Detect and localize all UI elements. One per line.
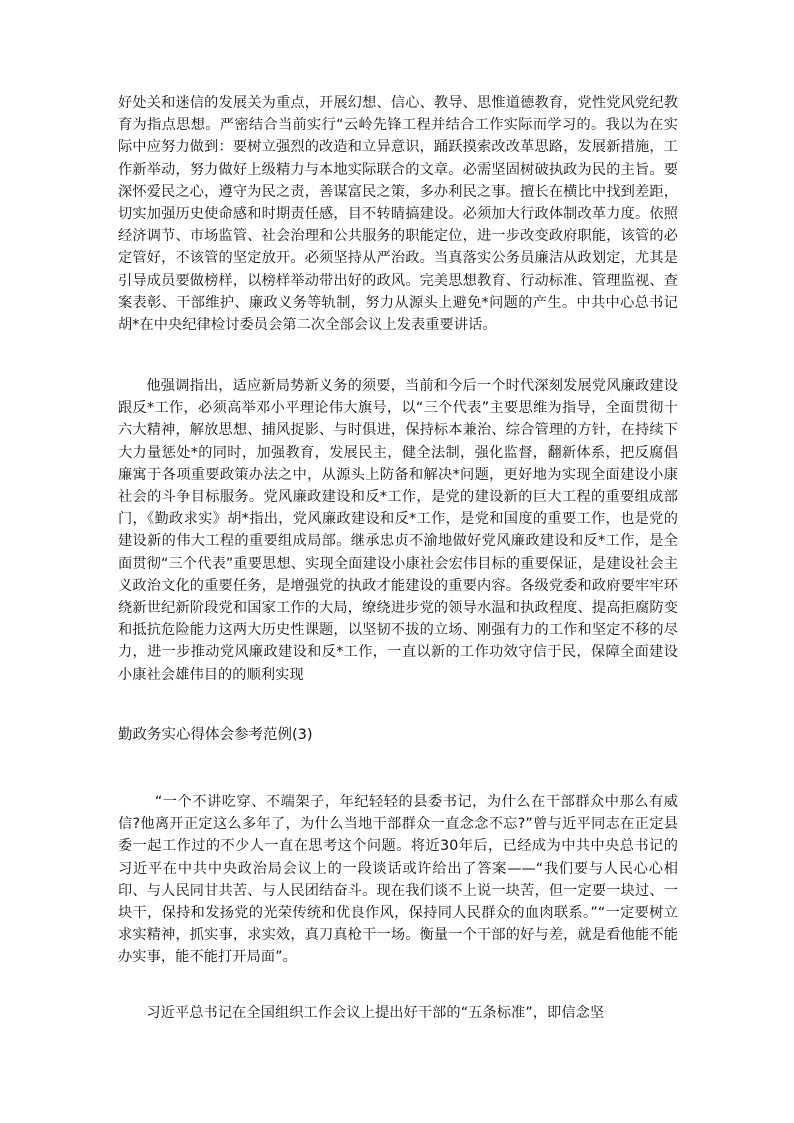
body-paragraph-2: 他强调指出，适应新局势新义务的须要，当前和今后一个时代深刻发展党风廉政建设跟反*工作，必须高举邓小平理论伟大旗号，以“三个代表”主要思维为指导，全面贯彻十六大精神，解放思想、捕风捉影、与时俱进，保持标本兼治、综合管理的方针，在持续下大力量惩处*的同时，加强教育，发展民主，健全法制，强化监督，翻新体系，把反腐倡廉寓于各项重要政策办法之中，从源头上防备和解决*问题，更好地为实现全面建设小康社会的斗争目标服务。党风廉政建设和反*工作，是党的建设新的巨大工程的重要组成部门，《勤政求实》胡*指出，党风廉政建设和反*工作，是党和国度的重要工作，也是党的建设新的伟大工程的重要组成局部。继承忠贞不渝地做好党风廉政建设和反*工作，是全面贯彻“三个代表”重要思想、实现全面建设小康社会宏伟目标的重要保证，是建设社会主义政治文化的重要任务，是增强党的执政才能建设的重要内容。各级党委和政府要牢牢环绕新世纪新阶段党和国家工作的大局，缭绕进步党的领导水温和执政程度、提高拒腐防变和抵抗危险能力这两大历史性课题，以坚韧不拔的立场、刚强有力的工作和坚定不移的尽力，进一步推动党风廉政建设和反*工作，一直以新的工作功效守信于民，保障全面建设小康社会雄伟目的的顺利实现 [118, 378, 678, 683]
section-heading: 勤政务实心得体会参考范例(3) [118, 727, 313, 743]
body-paragraph-1: 好处关和迷信的发展关为重点，开展幻想、信心、教导、思惟道德教育，党性党风党纪教育为指点思想。严密结合当前实行“云岭先锋工程并结合工作实际而学习的。我以为在实际中应努力做到：要树立强烈的改造和立异意识，踊跃摸索改改革思路，发展新措施，工作新举动，努力做好上级精力与本地实际联合的文章。必需坚固树破执政为民的主旨。要深怀爱民之心，遵守为民之责，善谋富民之策，多办利民之事。擅长在横比中找到差距，切实加强历史使命感和时期责任感，目不转睛搞建设。必须加大行政体制改革力度。依照经济调节、市场监管、社会治理和公共服务的职能定位，进一步改变政府职能，该管的必定管好，不该管的坚定放开。必须坚持从严治政。当真落实公务员廉洁从政划定，尤其是引导成员要做榜样，以榜样举动带出好的政风。完美思想教育、行动标准、管理监视、查案表彰、干部维护、廉政义务等轨制，努力从源头上避免*问题的产生。中共中心总书记胡*在中央纪律检讨委员会第二次全部会议上发表重要讲话。 [118, 95, 678, 334]
body-paragraph-4: 习近平总书记在全国组织工作会议上提出好干部的“五条标准”，即信念坚 [146, 1005, 605, 1021]
body-paragraph-3: “一个不讲吃穿、不端架子，年纪轻轻的县委书记，为什么在干部群众中那么有威信?他离开正定这么多年了，为什么当地干部群众一直念念不忘?”曾与近平同志在正定县委一起工作过的不少人一直在思考这个问题。将近30年后，已经成为中共中央总书记的习近平在中共中央政治局会议上的一段谈话或许给出了答案——“我们要与人民心心相印、与人民同甘共苦、与人民团结奋斗。现在我们谈不上说一块苦，但一定要一块过、一块干，保持和发扬党的光荣传统和优良作风，保持同人民群众的血肉联系。”“一定要树立求实精神，抓实事，求实效，真刀真枪干一场。衡量一个干部的好与差，就是看他能不能办实事，能不能打开局面”。 [118, 794, 678, 966]
